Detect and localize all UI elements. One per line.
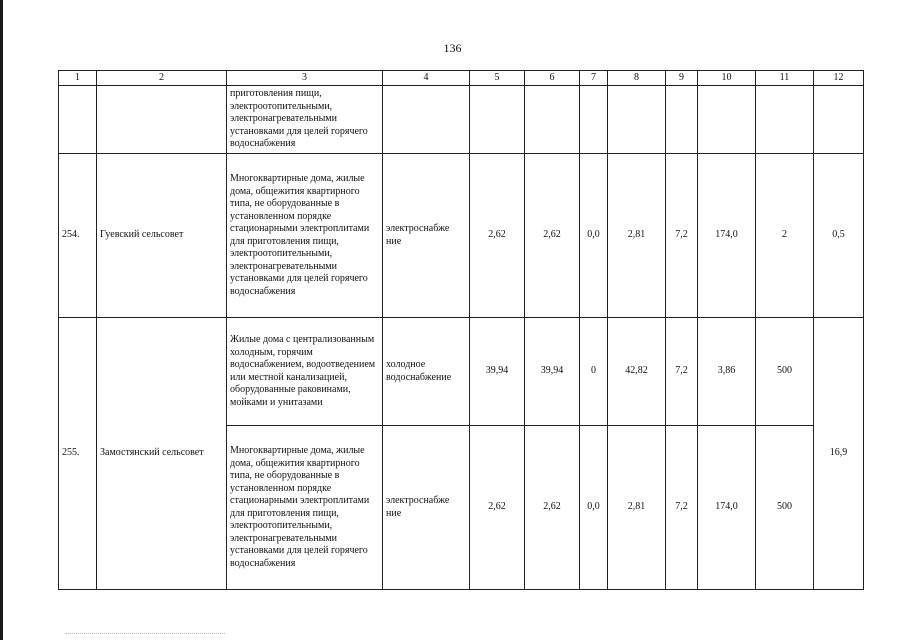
table-row-255-a	[59, 318, 864, 426]
header-cell: 9	[666, 71, 698, 86]
value-cell: 7,2	[666, 426, 698, 590]
value-cell: 0,5	[814, 154, 864, 318]
header-cell: 12	[814, 71, 864, 86]
value-cell: 39,94	[470, 318, 525, 426]
description-cell: Многоквартирные дома, жилые дома, общежития квартирного типа, не оборудованные в установленном порядке стационарными электроплитами для приготовления пищи, электроотопительными, электронагревательными установками для целей горячего водоснабжения	[227, 154, 383, 318]
header-cell: 8	[608, 71, 666, 86]
table-row-254	[59, 154, 864, 318]
service-cell: электроснабже ние	[383, 154, 470, 318]
header-cell: 2	[97, 71, 227, 86]
header-cell: 4	[383, 71, 470, 86]
header-cell: 10	[698, 71, 756, 86]
value-cell: 0	[580, 318, 608, 426]
header-cell: 7	[580, 71, 608, 86]
row-number: 254.	[59, 154, 97, 318]
service-cell: электроснабже ние	[383, 426, 470, 590]
value-cell: 7,2	[666, 154, 698, 318]
tariff-table	[58, 70, 864, 590]
value-cell: 2,62	[525, 426, 580, 590]
value-cell: 2,62	[525, 154, 580, 318]
header-cell: 1	[59, 71, 97, 86]
continuation-row	[59, 86, 864, 154]
value-cell: 2	[756, 154, 814, 318]
value-cell: 0,0	[580, 154, 608, 318]
description-cell: Жилые дома с централизованным холодным, горячим водоснабжением, водоотведением или местной канализацией, оборудованные раковинами, мойками и унитазами	[227, 318, 383, 426]
row-number: 255.	[59, 318, 97, 590]
settlement-name: Гуевский сельсовет	[97, 154, 227, 318]
description-cell: Многоквартирные дома, жилые дома, общежития квартирного типа, не оборудованные в установленном порядке стационарными электроплитами для приготовления пищи, электроотопительными, электронагревательными установками для целей горячего водоснабжения	[227, 426, 383, 590]
settlement-name: Замостянский сельсовет	[97, 318, 227, 590]
header-row	[59, 71, 864, 86]
value-cell: 174,0	[698, 426, 756, 590]
header-cell: 5	[470, 71, 525, 86]
value-cell: 39,94	[525, 318, 580, 426]
value-cell: 16,9	[814, 318, 864, 590]
value-cell: 500	[756, 426, 814, 590]
description-cell: приготовления пищи, электроотопительными, электронагревательными установками для целей горячего водоснабжения	[227, 86, 383, 154]
service-cell: холодное водоснабжение	[383, 318, 470, 426]
value-cell: 174,0	[698, 154, 756, 318]
value-cell: 500	[756, 318, 814, 426]
header-cell: 6	[525, 71, 580, 86]
scan-edge	[0, 0, 3, 640]
value-cell: 2,81	[608, 154, 666, 318]
header-cell: 11	[756, 71, 814, 86]
scan-artifact	[65, 633, 225, 635]
header-cell: 3	[227, 71, 383, 86]
value-cell: 2,81	[608, 426, 666, 590]
value-cell: 2,62	[470, 154, 525, 318]
value-cell: 0,0	[580, 426, 608, 590]
page-number: 136	[443, 41, 462, 55]
value-cell: 2,62	[470, 426, 525, 590]
value-cell: 7,2	[666, 318, 698, 426]
value-cell: 3,86	[698, 318, 756, 426]
value-cell: 42,82	[608, 318, 666, 426]
